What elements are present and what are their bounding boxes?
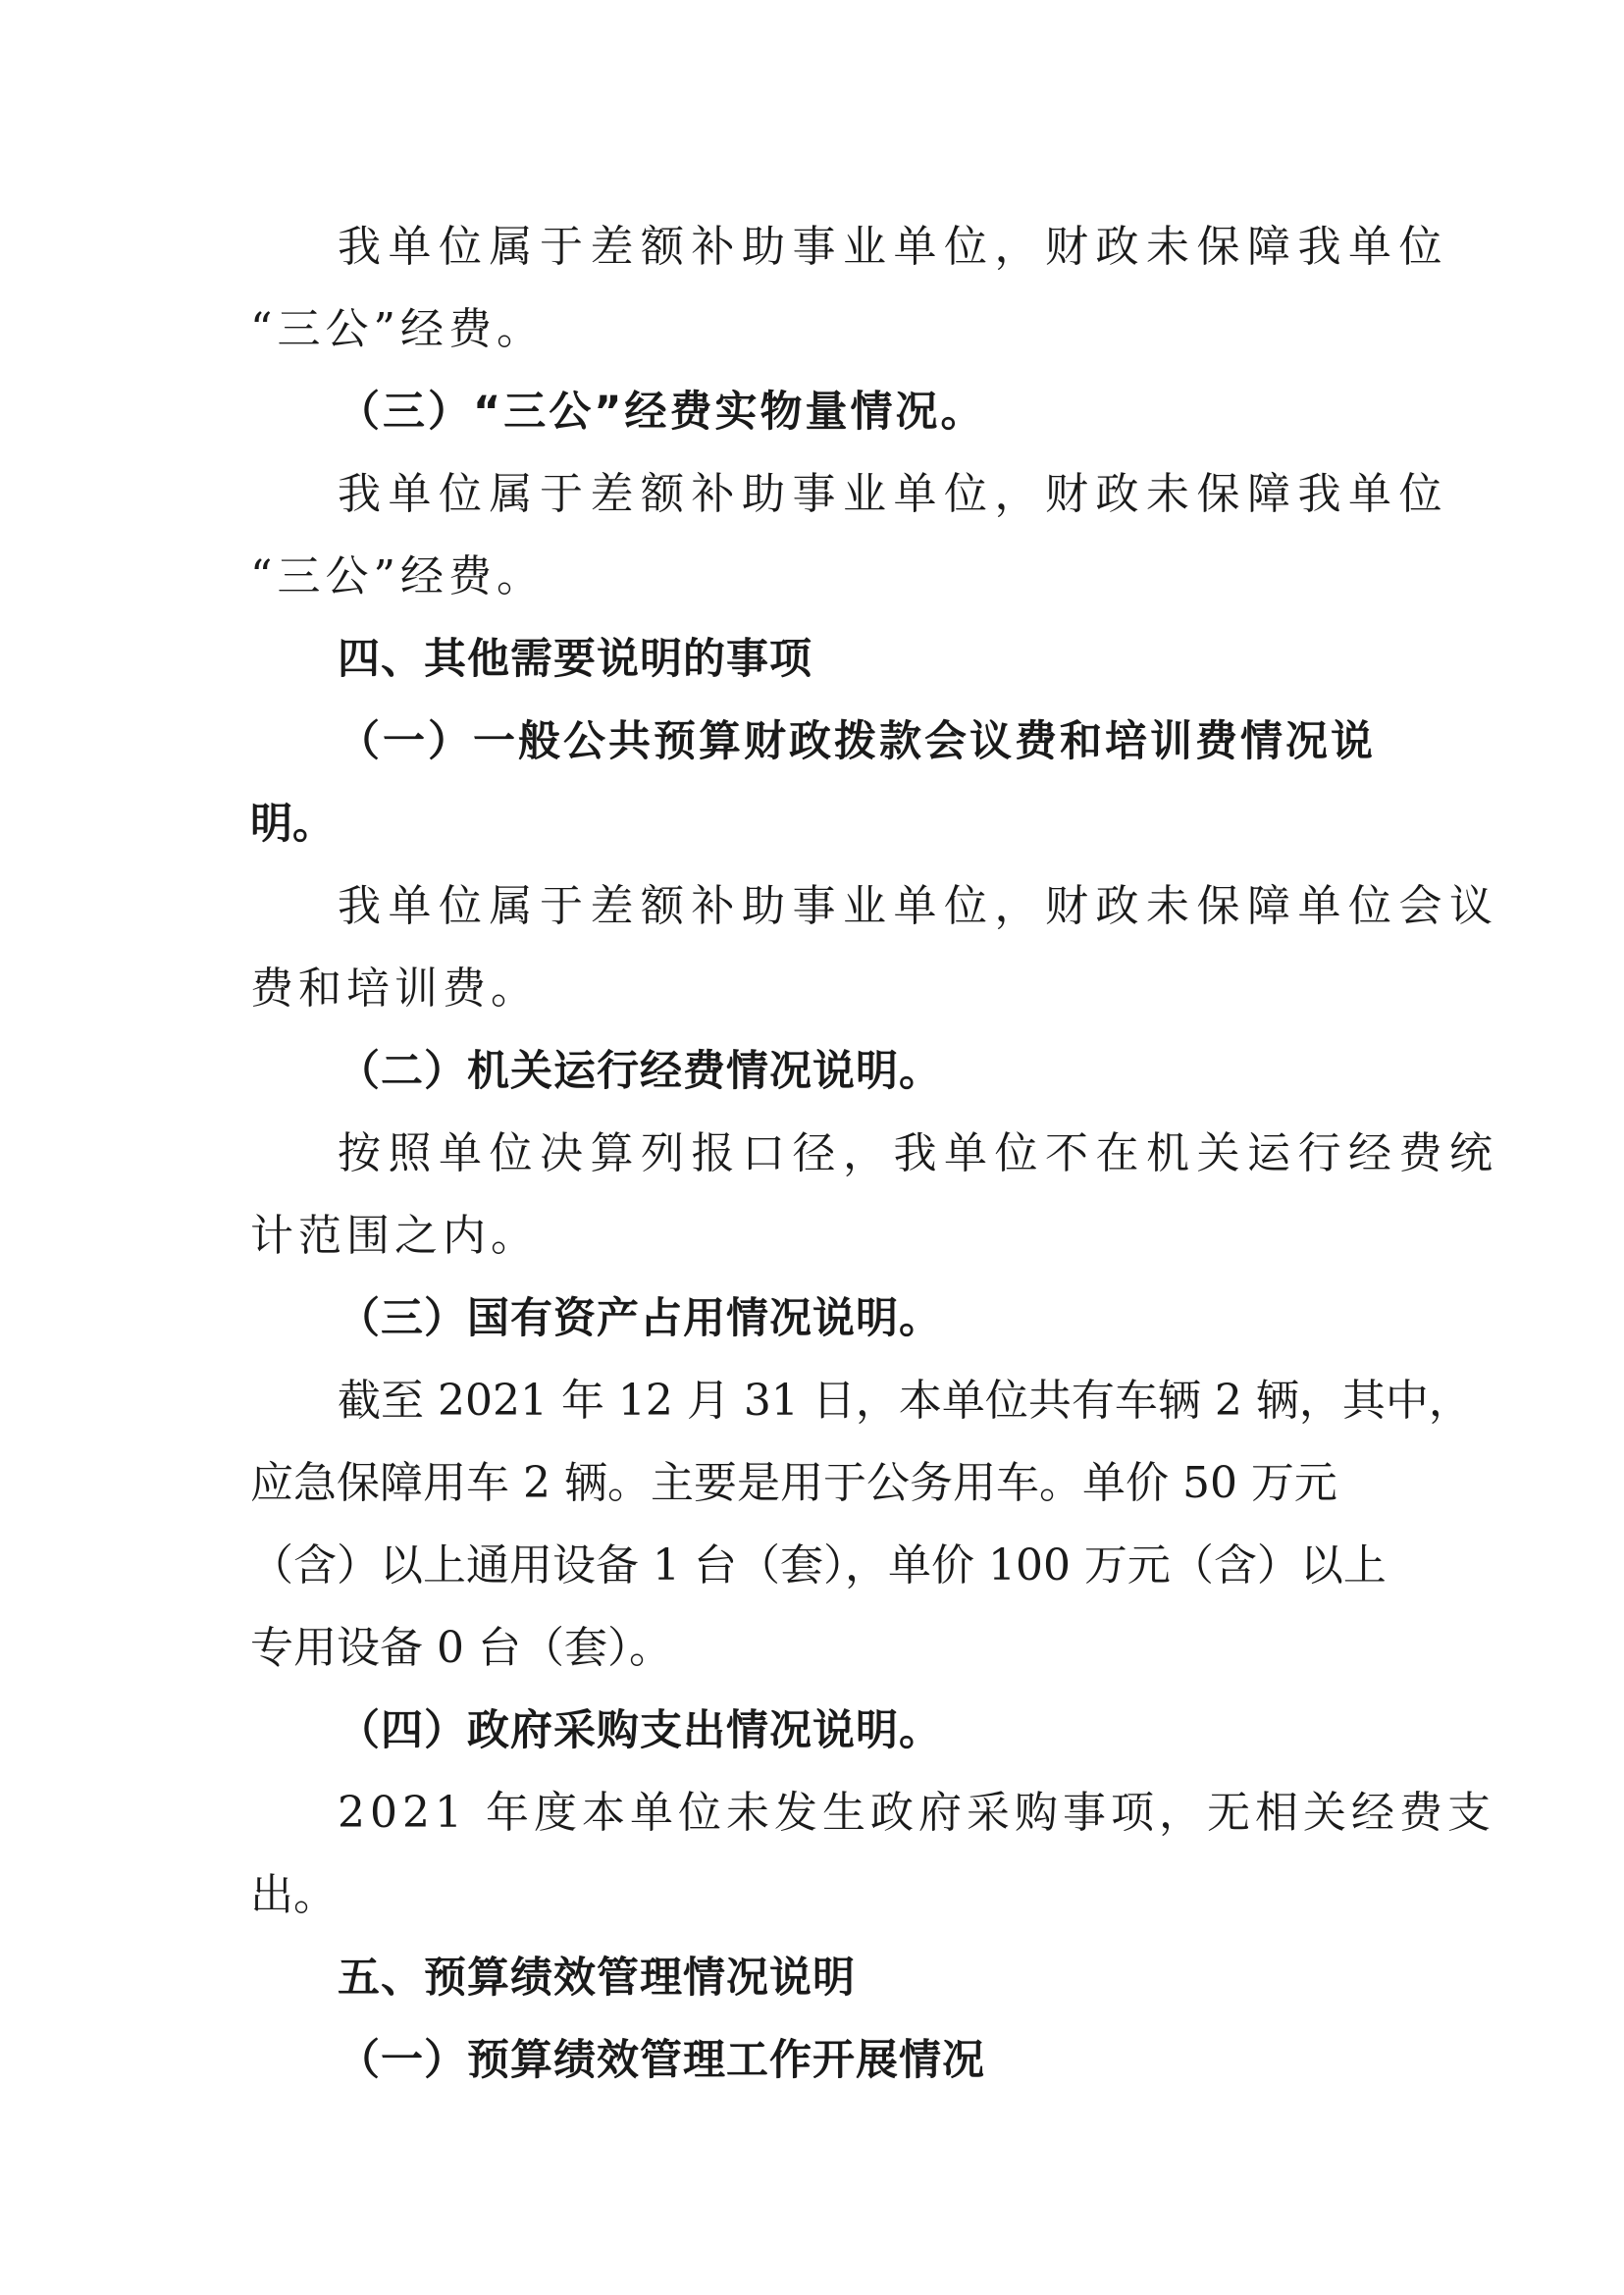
paragraph-line: 按照单位决算列报口径，我单位不在机关运行经费统 [338, 1128, 1500, 1178]
paragraph-line: 专用设备 0 台（套）。 [250, 1623, 672, 1673]
paragraph-line: 费和培训费。 [250, 964, 539, 1014]
paragraph-line: 出。 [250, 1870, 337, 1920]
paragraph-line: 计范围之内。 [250, 1211, 539, 1261]
paragraph-line: “三公”经费。 [250, 551, 545, 601]
paragraph-line: 我单位属于差额补助事业单位，财政未保障我单位 [338, 222, 1449, 272]
paragraph-line: “三公”经费。 [250, 304, 545, 354]
paragraph-line: 我单位属于差额补助事业单位，财政未保障单位会议 [338, 881, 1500, 931]
subsection-heading: （三）“三公”经费实物量情况。 [338, 388, 986, 437]
paragraph-line: （含）以上通用设备 1 台（套），单价 100 万元（含）以上 [250, 1540, 1387, 1591]
subsection-heading-continued: 明。 [250, 800, 335, 849]
subsection-heading: （四）政府采购支出情况说明。 [338, 1706, 942, 1755]
section-heading: 四、其他需要说明的事项 [338, 635, 812, 684]
subsection-heading: （一）一般公共预算财政拨款会议费和培训费情况说 [338, 717, 1376, 766]
paragraph-line: 截至 2021 年 12 月 31 日，本单位共有车辆 2 辆，其中， [338, 1376, 1472, 1426]
subsection-heading: （三）国有资产占用情况说明。 [338, 1294, 942, 1343]
paragraph-line: 我单位属于差额补助事业单位，财政未保障我单位 [338, 469, 1449, 519]
section-heading: 五、预算绩效管理情况说明 [338, 1954, 856, 2003]
subsection-heading: （二）机关运行经费情况说明。 [338, 1047, 942, 1096]
subsection-heading: （一）预算绩效管理工作开展情况 [338, 2036, 985, 2085]
paragraph-line: 应急保障用车 2 辆。主要是用于公务用车。单价 50 万元 [250, 1458, 1337, 1508]
paragraph-line: 2021 年度本单位未发生政府采购事项，无相关经费支 [338, 1788, 1495, 1838]
